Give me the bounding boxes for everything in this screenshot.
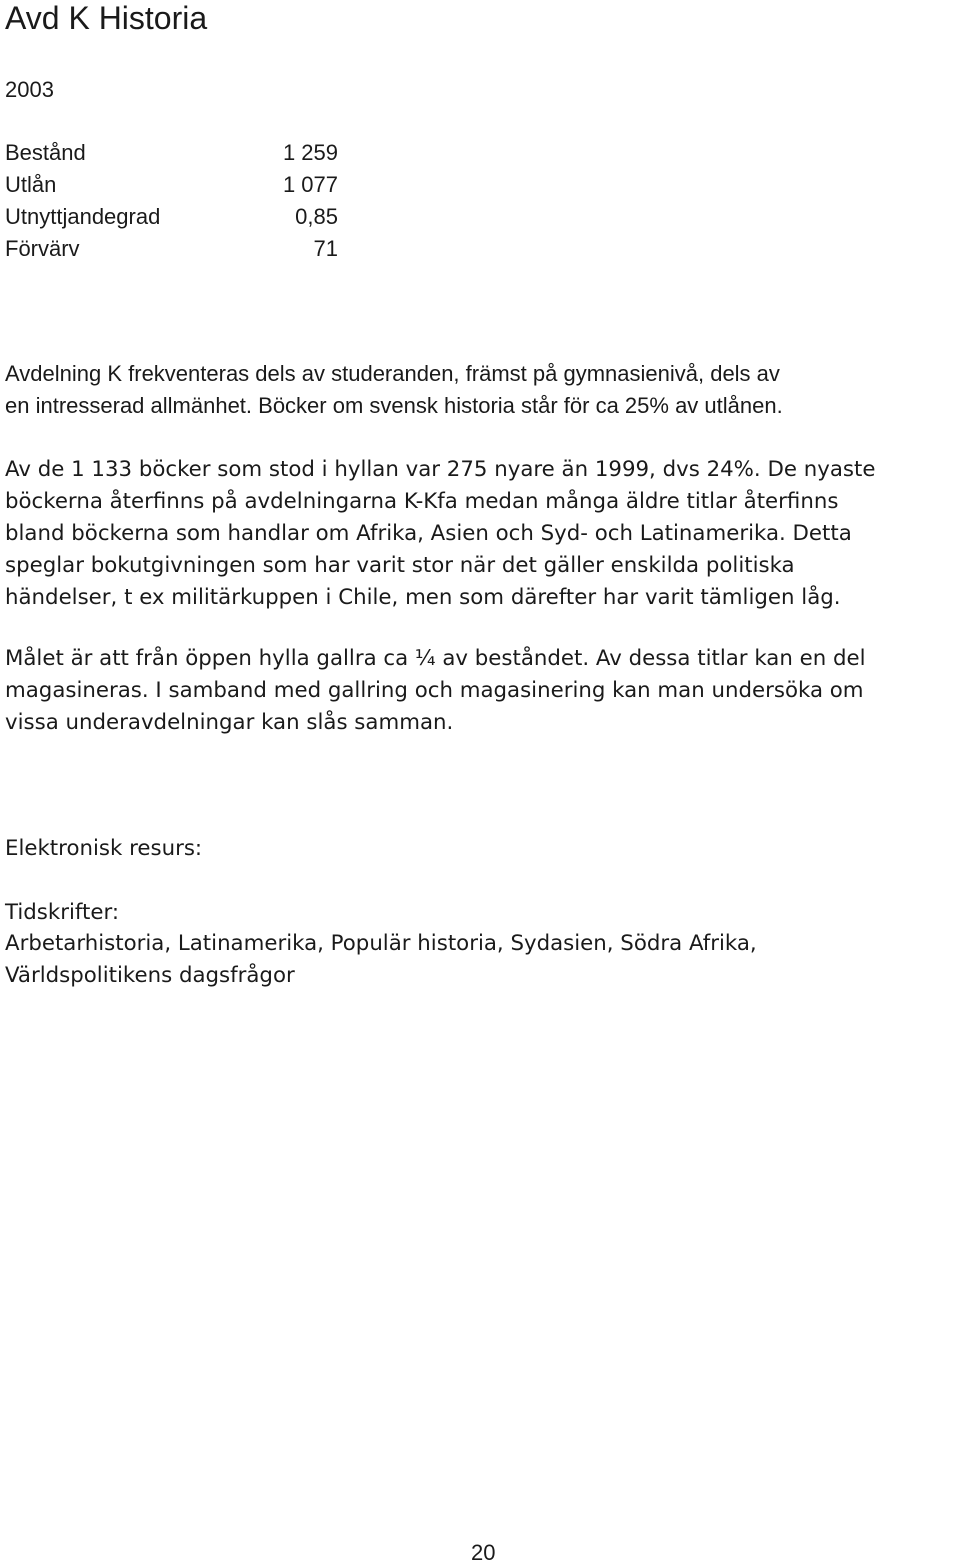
paragraph-line: Av de 1 133 böcker som stod i hyllan var 275 nyare än 1999, dvs 24%. De nyaste <box>5 457 876 482</box>
journals-line: Arbetarhistoria, Latinamerika, Populär historia, Sydasien, Södra Afrika, <box>5 931 757 956</box>
paragraph-goal <box>5 643 866 739</box>
stat-value: 0,85 <box>295 204 338 229</box>
paragraph-line: magasineras. I samband med gallring och magasinering kan man undersöka om <box>5 678 864 703</box>
paragraph-collection <box>5 454 875 614</box>
year-label: 2003 <box>5 77 54 102</box>
paragraph-line: en intresserad allmänhet. Böcker om svensk historia står för ca 25% av utlånen. <box>5 393 783 418</box>
paragraph-line: Målet är att från öppen hylla gallra ca ¼ av beståndet. Av dessa titlar kan en del <box>5 646 866 671</box>
stat-label: Utlån <box>5 172 57 197</box>
stat-label: Utnyttjandegrad <box>5 204 161 229</box>
page-number: 20 <box>471 1540 496 1565</box>
journals-label: Tidskrifter: <box>5 900 120 925</box>
paragraph-line: bland böckerna som handlar om Afrika, Asien och Syd- och Latinamerika. Detta <box>5 521 852 546</box>
paragraph-line: böckerna återfinns på avdelningarna K-Kfa medan många äldre titlar återfinns <box>5 489 839 514</box>
stat-row-utnyttjandegrad <box>5 201 345 233</box>
paragraph-usage <box>5 358 783 422</box>
paragraph-line: speglar bokutgivningen som har varit stor när det gäller enskilda politiska <box>5 553 795 578</box>
stat-value: 1 259 <box>282 140 338 165</box>
stat-label: Bestånd <box>5 140 86 165</box>
stat-value: 1 077 <box>282 172 338 197</box>
stat-label: Förvärv <box>5 236 80 261</box>
journals-line: Världspolitikens dagsfrågor <box>5 963 295 988</box>
stat-row-forvarv <box>5 233 345 265</box>
stat-value: 71 <box>313 236 338 261</box>
journals-list <box>5 928 757 992</box>
paragraph-line: vissa underavdelningar kan slås samman. <box>5 710 454 735</box>
paragraph-line: händelser, t ex militärkuppen i Chile, men som därefter har varit tämligen låg. <box>5 585 841 610</box>
paragraph-line: Avdelning K frekventeras dels av studeranden, främst på gymnasienivå, dels av <box>5 361 780 386</box>
page-title: Avd K Historia <box>5 0 208 36</box>
stats-table <box>5 137 345 265</box>
electronic-resource-label: Elektronisk resurs: <box>5 836 203 861</box>
stat-row-bestand <box>5 137 345 169</box>
stat-row-utlan <box>5 169 345 201</box>
